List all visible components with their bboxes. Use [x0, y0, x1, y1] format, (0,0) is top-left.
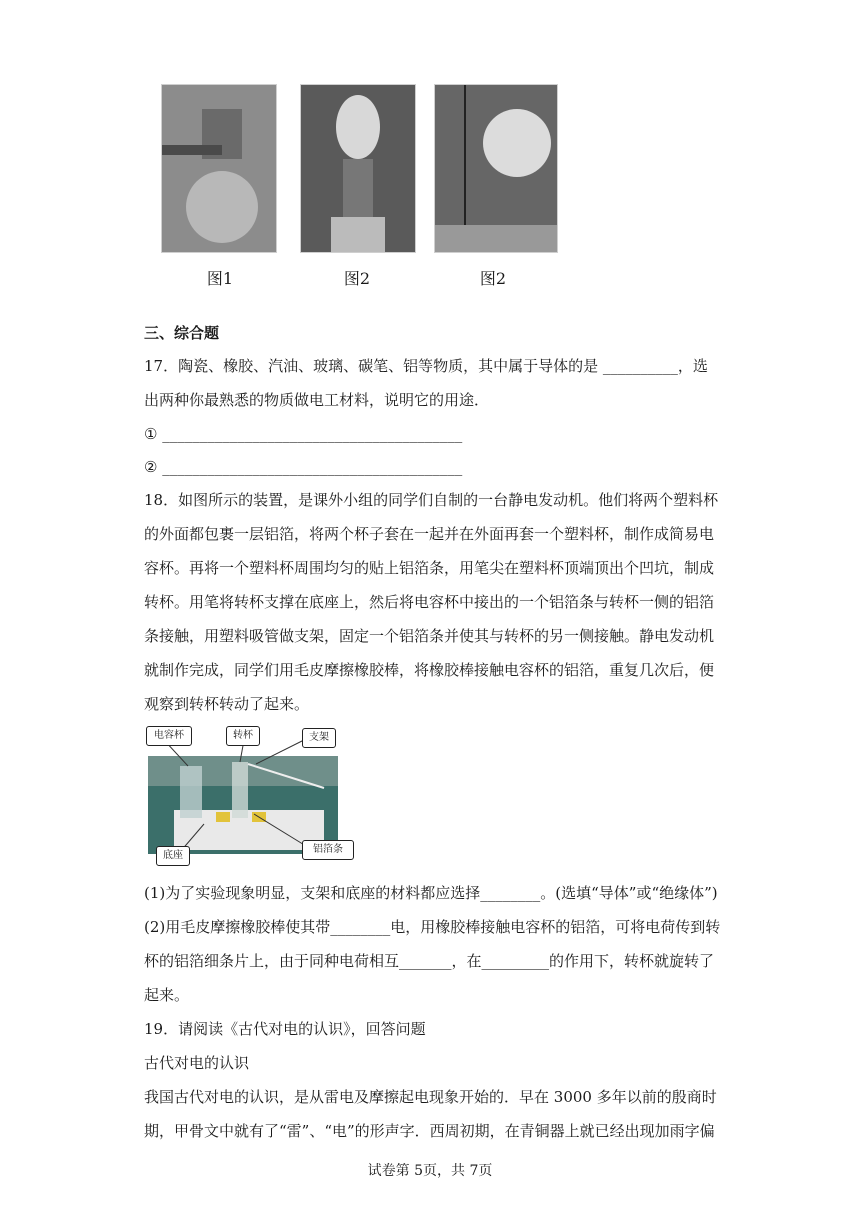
label-base: 底座: [156, 846, 190, 866]
q18-line-5: 条接触，用塑料吸管做支架，固定一个铝箔条并使其与转杯的另一侧接触。静电发动机: [144, 627, 715, 645]
figure-2-caption: 图2: [343, 269, 371, 288]
q17-line-2: 出两种你最熟悉的物质做电工材料，说明它的用途．: [144, 391, 490, 409]
figure-2-photo: [300, 84, 416, 253]
q17-answer-1: ① ________________________________________: [144, 425, 463, 443]
q18-sub-2-line-3: 起来。: [144, 986, 190, 1004]
q19-article-title: 古代对电的认识: [144, 1054, 250, 1072]
figure-3-caption: 图2: [479, 269, 507, 288]
figure-2-illustration: [301, 85, 415, 252]
label-rotating-cup: 转杯: [226, 726, 260, 746]
q19-article-line-1: 我国古代对电的认识，是从雷电及摩擦起电现象开始的．早在 3000 多年以前的殷商时: [144, 1088, 717, 1106]
q18-line-3: 容杯。再将一个塑料杯周围均匀的贴上铝箔条，用笔尖在塑料杯顶端顶出个凹坑，制成: [144, 559, 715, 577]
q18-line-2: 的外面都包裹一层铝箔，将两个杯子套在一起并在外面再套一个塑料杯，制作成简易电: [144, 525, 715, 543]
label-foil-strip: 铝箔条: [302, 840, 354, 860]
q18-sub-1: (1)为了实验现象明显，支架和底座的材料都应选择________。(选填“导体”或“绝缘体”): [144, 884, 718, 902]
section-title: 三、综合题: [144, 324, 220, 342]
q18-line-4: 转杯。用笔将转杯支撑在底座上，然后将电容杯中接出的一个铝箔条与转杯一侧的铝箔: [144, 593, 715, 611]
figure-1-photo: [161, 84, 277, 253]
label-capacitor-cup: 电容杯: [146, 726, 192, 746]
q17-line-1: 17．陶瓷、橡胶、汽油、玻璃、碳笔、铝等物质，其中属于导体的是 __________，选: [144, 357, 708, 375]
q18-line-7: 观察到转杯转动了起来。: [144, 695, 310, 713]
q18-figure: [144, 724, 360, 866]
q18-line-1: 18．如图所示的装置，是课外小组的同学们自制的一台静电发动机。他们将两个塑料杯: [144, 491, 719, 509]
q18-line-6: 就制作完成，同学们用毛皮摩擦橡胶棒，将橡胶棒接触电容杯的铝箔，重复几次后，便: [144, 661, 715, 679]
q18-sub-2-line-2: 杯的铝箔细条片上，由于同种电荷相互_______，在_________的作用下，转杯就旋转了: [144, 952, 715, 970]
q19-article-line-2: 期，甲骨文中就有了“雷”、“电”的形声字．西周初期，在青铜器上就已经出现加雨字偏: [144, 1122, 715, 1140]
q19-line-1: 19．请阅读《古代对电的认识》，回答问题: [144, 1020, 426, 1038]
page-footer: 试卷第 5页，共 7页: [367, 1163, 493, 1179]
figure-3-illustration: [435, 85, 557, 252]
figure-1-caption: 图1: [206, 269, 234, 288]
q18-sub-2-line-1: (2)用毛皮摩擦橡胶棒使其带________电，用橡胶棒接触电容杯的铝箔，可将电荷传到转: [144, 918, 721, 936]
label-stand: 支架: [302, 728, 336, 748]
figure-1-illustration: [162, 85, 276, 252]
q17-answer-2: ② ________________________________________: [144, 458, 463, 476]
figure-3-photo: [434, 84, 558, 253]
